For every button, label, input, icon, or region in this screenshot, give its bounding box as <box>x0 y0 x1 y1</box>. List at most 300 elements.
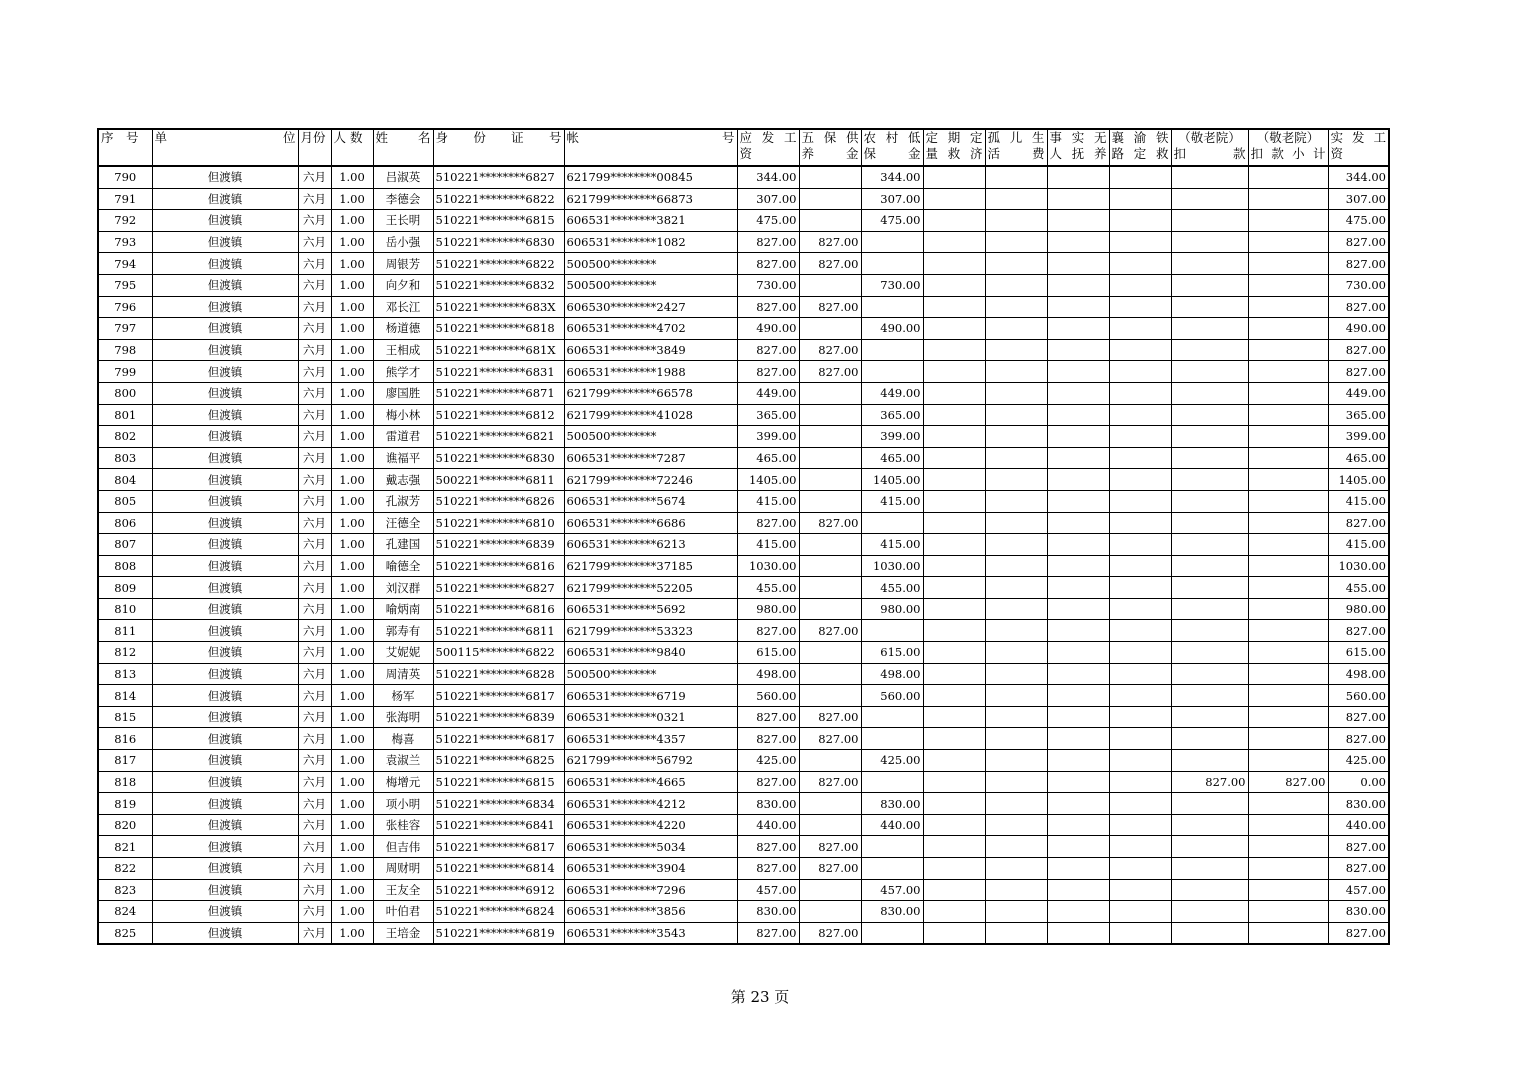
guer-cell <box>985 577 1047 599</box>
month-cell: 六月 <box>298 231 331 253</box>
account-cell: 606530********2427 <box>564 296 737 318</box>
gross-pay-cell: 425.00 <box>737 750 799 772</box>
account-cell: 606531********6686 <box>564 512 737 534</box>
net-pay-cell: 365.00 <box>1328 404 1389 426</box>
table-row <box>98 750 1389 772</box>
id-cell: 510221********6821 <box>433 426 564 448</box>
dibao-cell: 465.00 <box>861 447 923 469</box>
guer-cell <box>985 922 1047 944</box>
seq-cell: 816 <box>98 728 152 750</box>
net-pay-cell: 457.00 <box>1328 879 1389 901</box>
xiangyu-cell <box>1109 793 1171 815</box>
jly-subtotal-cell <box>1248 404 1328 426</box>
table-row <box>98 296 1389 318</box>
dingliang-cell <box>923 577 985 599</box>
name-cell: 廖国胜 <box>373 382 433 404</box>
seq-cell: 799 <box>98 361 152 383</box>
net-pay-cell: 827.00 <box>1328 620 1389 642</box>
dibao-cell: 830.00 <box>861 901 923 923</box>
seq-cell: 797 <box>98 318 152 340</box>
xiangyu-cell <box>1109 706 1171 728</box>
name-cell: 张海明 <box>373 706 433 728</box>
seq-cell: 793 <box>98 231 152 253</box>
net-pay-cell: 415.00 <box>1328 490 1389 512</box>
table-row <box>98 382 1389 404</box>
wubao-cell <box>799 901 861 923</box>
header-id: 身 份 证 号 <box>433 129 564 166</box>
dibao-cell: 457.00 <box>861 879 923 901</box>
seq-cell: 812 <box>98 642 152 664</box>
jly-deduct-cell <box>1171 577 1248 599</box>
month-cell: 六月 <box>298 598 331 620</box>
count-cell: 1.00 <box>331 750 373 772</box>
seq-cell: 798 <box>98 339 152 361</box>
xiangyu-cell <box>1109 879 1171 901</box>
id-cell: 510221********6812 <box>433 404 564 426</box>
jly-deduct-cell <box>1171 901 1248 923</box>
id-cell: 510221********6817 <box>433 836 564 858</box>
table-row <box>98 361 1389 383</box>
gross-pay-cell: 365.00 <box>737 404 799 426</box>
jly-subtotal-cell <box>1248 685 1328 707</box>
jly-deduct-cell <box>1171 490 1248 512</box>
jly-deduct-cell <box>1171 318 1248 340</box>
count-cell: 1.00 <box>331 231 373 253</box>
xiangyu-cell <box>1109 901 1171 923</box>
table-row <box>98 426 1389 448</box>
jly-deduct-cell <box>1171 620 1248 642</box>
jly-deduct-cell <box>1171 922 1248 944</box>
dibao-cell: 498.00 <box>861 663 923 685</box>
wubao-cell <box>799 188 861 210</box>
gross-pay-cell: 827.00 <box>737 253 799 275</box>
guer-cell <box>985 469 1047 491</box>
jly-deduct-cell <box>1171 706 1248 728</box>
unit-cell: 但渡镇 <box>152 404 298 426</box>
gross-pay-cell: 980.00 <box>737 598 799 620</box>
xiangyu-cell <box>1109 685 1171 707</box>
account-cell: 606531********9840 <box>564 642 737 664</box>
month-cell: 六月 <box>298 166 331 188</box>
month-cell: 六月 <box>298 836 331 858</box>
jly-subtotal-cell <box>1248 750 1328 772</box>
guer-cell <box>985 318 1047 340</box>
month-cell: 六月 <box>298 922 331 944</box>
gross-pay-cell: 827.00 <box>737 922 799 944</box>
unit-cell: 但渡镇 <box>152 858 298 880</box>
header-unit: 单 位 <box>152 129 298 166</box>
dingliang-cell <box>923 426 985 448</box>
name-cell: 吕淑英 <box>373 166 433 188</box>
shishi-cell <box>1047 598 1109 620</box>
account-cell: 500500******** <box>564 253 737 275</box>
header-account: 帐 号 <box>564 129 737 166</box>
name-cell: 梅喜 <box>373 728 433 750</box>
shishi-cell <box>1047 382 1109 404</box>
dingliang-cell <box>923 814 985 836</box>
jly-subtotal-cell <box>1248 642 1328 664</box>
dingliang-cell <box>923 210 985 232</box>
jly-subtotal-cell <box>1248 274 1328 296</box>
xiangyu-cell <box>1109 426 1171 448</box>
wubao-cell <box>799 793 861 815</box>
name-cell: 孔淑芳 <box>373 490 433 512</box>
jly-subtotal-cell <box>1248 296 1328 318</box>
account-cell: 606531********3904 <box>564 858 737 880</box>
dibao-cell: 399.00 <box>861 426 923 448</box>
shishi-cell <box>1047 231 1109 253</box>
xiangyu-cell <box>1109 231 1171 253</box>
gross-pay-cell: 560.00 <box>737 685 799 707</box>
gross-pay-cell: 615.00 <box>737 642 799 664</box>
xiangyu-cell <box>1109 512 1171 534</box>
id-cell: 510221********6839 <box>433 706 564 728</box>
name-cell: 张桂容 <box>373 814 433 836</box>
name-cell: 郭寿有 <box>373 620 433 642</box>
count-cell: 1.00 <box>331 512 373 534</box>
dingliang-cell <box>923 404 985 426</box>
wubao-cell: 827.00 <box>799 858 861 880</box>
header-net: 实 发 工资 <box>1328 129 1389 166</box>
header-guer: 孤 儿 生活 费 <box>985 129 1047 166</box>
table-row <box>98 685 1389 707</box>
gross-pay-cell: 465.00 <box>737 447 799 469</box>
jly-deduct-cell <box>1171 642 1248 664</box>
jly-subtotal-cell <box>1248 447 1328 469</box>
dingliang-cell <box>923 620 985 642</box>
guer-cell <box>985 750 1047 772</box>
xiangyu-cell <box>1109 382 1171 404</box>
jly-subtotal-cell <box>1248 469 1328 491</box>
name-cell: 王相成 <box>373 339 433 361</box>
dibao-cell: 365.00 <box>861 404 923 426</box>
gross-pay-cell: 827.00 <box>737 620 799 642</box>
shishi-cell <box>1047 447 1109 469</box>
table-row <box>98 879 1389 901</box>
gross-pay-cell: 830.00 <box>737 793 799 815</box>
account-cell: 606531********4212 <box>564 793 737 815</box>
wubao-cell <box>799 490 861 512</box>
account-cell: 621799********66578 <box>564 382 737 404</box>
shishi-cell <box>1047 879 1109 901</box>
name-cell: 刘汉群 <box>373 577 433 599</box>
table-row <box>98 706 1389 728</box>
dingliang-cell <box>923 598 985 620</box>
unit-cell: 但渡镇 <box>152 188 298 210</box>
shishi-cell <box>1047 793 1109 815</box>
dingliang-cell <box>923 771 985 793</box>
table-row <box>98 555 1389 577</box>
dibao-cell: 440.00 <box>861 814 923 836</box>
shishi-cell <box>1047 490 1109 512</box>
seq-cell: 806 <box>98 512 152 534</box>
wubao-cell: 827.00 <box>799 231 861 253</box>
dingliang-cell <box>923 836 985 858</box>
net-pay-cell: 0.00 <box>1328 771 1389 793</box>
month-cell: 六月 <box>298 447 331 469</box>
dibao-cell: 980.00 <box>861 598 923 620</box>
gross-pay-cell: 827.00 <box>737 361 799 383</box>
unit-cell: 但渡镇 <box>152 836 298 858</box>
table-row <box>98 534 1389 556</box>
count-cell: 1.00 <box>331 685 373 707</box>
seq-cell: 803 <box>98 447 152 469</box>
account-cell: 606531********4220 <box>564 814 737 836</box>
header-gross: 应 发 工资 <box>737 129 799 166</box>
unit-cell: 但渡镇 <box>152 426 298 448</box>
shishi-cell <box>1047 253 1109 275</box>
seq-cell: 810 <box>98 598 152 620</box>
id-cell: 510221********6822 <box>433 188 564 210</box>
id-cell: 510221********6824 <box>433 901 564 923</box>
net-pay-cell: 344.00 <box>1328 166 1389 188</box>
table-row <box>98 318 1389 340</box>
count-cell: 1.00 <box>331 663 373 685</box>
id-cell: 510221********6822 <box>433 253 564 275</box>
dibao-cell: 307.00 <box>861 188 923 210</box>
net-pay-cell: 449.00 <box>1328 382 1389 404</box>
net-pay-cell: 425.00 <box>1328 750 1389 772</box>
jly-subtotal-cell <box>1248 512 1328 534</box>
net-pay-cell: 827.00 <box>1328 231 1389 253</box>
count-cell: 1.00 <box>331 706 373 728</box>
seq-cell: 802 <box>98 426 152 448</box>
unit-cell: 但渡镇 <box>152 598 298 620</box>
jly-subtotal-cell <box>1248 706 1328 728</box>
count-cell: 1.00 <box>331 901 373 923</box>
gross-pay-cell: 827.00 <box>737 706 799 728</box>
wubao-cell: 827.00 <box>799 922 861 944</box>
count-cell: 1.00 <box>331 361 373 383</box>
count-cell: 1.00 <box>331 879 373 901</box>
dibao-cell: 449.00 <box>861 382 923 404</box>
unit-cell: 但渡镇 <box>152 879 298 901</box>
wubao-cell: 827.00 <box>799 620 861 642</box>
dibao-cell <box>861 706 923 728</box>
seq-cell: 808 <box>98 555 152 577</box>
wubao-cell <box>799 879 861 901</box>
xiangyu-cell <box>1109 663 1171 685</box>
account-cell: 500500******** <box>564 426 737 448</box>
gross-pay-cell: 415.00 <box>737 534 799 556</box>
dibao-cell: 1030.00 <box>861 555 923 577</box>
jly-deduct-cell <box>1171 836 1248 858</box>
id-cell: 510221********6816 <box>433 555 564 577</box>
net-pay-cell: 827.00 <box>1328 296 1389 318</box>
table-row <box>98 663 1389 685</box>
dingliang-cell <box>923 361 985 383</box>
xiangyu-cell <box>1109 274 1171 296</box>
wubao-cell <box>799 642 861 664</box>
shishi-cell <box>1047 620 1109 642</box>
dibao-cell <box>861 858 923 880</box>
jly-subtotal-cell <box>1248 382 1328 404</box>
id-cell: 510221********6828 <box>433 663 564 685</box>
name-cell: 梅小林 <box>373 404 433 426</box>
table-row <box>98 771 1389 793</box>
net-pay-cell: 1030.00 <box>1328 555 1389 577</box>
account-cell: 621799********00845 <box>564 166 737 188</box>
gross-pay-cell: 827.00 <box>737 512 799 534</box>
account-cell: 500500******** <box>564 274 737 296</box>
month-cell: 六月 <box>298 490 331 512</box>
name-cell: 但吉伟 <box>373 836 433 858</box>
name-cell: 谯福平 <box>373 447 433 469</box>
count-cell: 1.00 <box>331 253 373 275</box>
guer-cell <box>985 771 1047 793</box>
unit-cell: 但渡镇 <box>152 296 298 318</box>
unit-cell: 但渡镇 <box>152 577 298 599</box>
jly-deduct-cell <box>1171 534 1248 556</box>
shishi-cell <box>1047 188 1109 210</box>
table-row <box>98 793 1389 815</box>
wubao-cell <box>799 447 861 469</box>
shishi-cell <box>1047 706 1109 728</box>
net-pay-cell: 399.00 <box>1328 426 1389 448</box>
account-cell: 606531********6719 <box>564 685 737 707</box>
shishi-cell <box>1047 577 1109 599</box>
name-cell: 向夕和 <box>373 274 433 296</box>
jly-subtotal-cell <box>1248 555 1328 577</box>
id-cell: 510221********6912 <box>433 879 564 901</box>
shishi-cell <box>1047 901 1109 923</box>
table-row <box>98 836 1389 858</box>
jly-subtotal-cell <box>1248 188 1328 210</box>
unit-cell: 但渡镇 <box>152 490 298 512</box>
wubao-cell <box>799 814 861 836</box>
guer-cell <box>985 404 1047 426</box>
dibao-cell <box>861 339 923 361</box>
account-cell: 606531********3849 <box>564 339 737 361</box>
seq-cell: 814 <box>98 685 152 707</box>
table-row <box>98 512 1389 534</box>
wubao-cell <box>799 577 861 599</box>
unit-cell: 但渡镇 <box>152 318 298 340</box>
account-cell: 606531********7296 <box>564 879 737 901</box>
dingliang-cell <box>923 534 985 556</box>
shishi-cell <box>1047 210 1109 232</box>
unit-cell: 但渡镇 <box>152 210 298 232</box>
table-row <box>98 620 1389 642</box>
name-cell: 周清英 <box>373 663 433 685</box>
jly-subtotal-cell <box>1248 793 1328 815</box>
header-dingliang: 定 期 定量 救 济 <box>923 129 985 166</box>
unit-cell: 但渡镇 <box>152 166 298 188</box>
month-cell: 六月 <box>298 750 331 772</box>
month-cell: 六月 <box>298 663 331 685</box>
header-wubao: 五 保 供养 金 <box>799 129 861 166</box>
id-cell: 510221********6816 <box>433 598 564 620</box>
dibao-cell: 1405.00 <box>861 469 923 491</box>
net-pay-cell: 827.00 <box>1328 361 1389 383</box>
month-cell: 六月 <box>298 253 331 275</box>
jly-subtotal-cell <box>1248 663 1328 685</box>
guer-cell <box>985 728 1047 750</box>
net-pay-cell: 980.00 <box>1328 598 1389 620</box>
jly-deduct-cell <box>1171 793 1248 815</box>
id-cell: 510221********6871 <box>433 382 564 404</box>
name-cell: 汪德全 <box>373 512 433 534</box>
account-cell: 606531********3856 <box>564 901 737 923</box>
account-cell: 500500******** <box>564 663 737 685</box>
guer-cell <box>985 382 1047 404</box>
month-cell: 六月 <box>298 706 331 728</box>
name-cell: 杨道德 <box>373 318 433 340</box>
wubao-cell: 827.00 <box>799 512 861 534</box>
jly-deduct-cell <box>1171 469 1248 491</box>
month-cell: 六月 <box>298 901 331 923</box>
month-cell: 六月 <box>298 296 331 318</box>
wubao-cell <box>799 210 861 232</box>
dingliang-cell <box>923 296 985 318</box>
count-cell: 1.00 <box>331 382 373 404</box>
dibao-cell <box>861 728 923 750</box>
seq-cell: 821 <box>98 836 152 858</box>
shishi-cell <box>1047 296 1109 318</box>
unit-cell: 但渡镇 <box>152 685 298 707</box>
dibao-cell: 615.00 <box>861 642 923 664</box>
month-cell: 六月 <box>298 555 331 577</box>
guer-cell <box>985 231 1047 253</box>
id-cell: 510221********6810 <box>433 512 564 534</box>
count-cell: 1.00 <box>331 490 373 512</box>
jly-deduct-cell <box>1171 555 1248 577</box>
guer-cell <box>985 879 1047 901</box>
shishi-cell <box>1047 836 1109 858</box>
name-cell: 邓长江 <box>373 296 433 318</box>
seq-cell: 813 <box>98 663 152 685</box>
name-cell: 岳小强 <box>373 231 433 253</box>
guer-cell <box>985 426 1047 448</box>
account-cell: 621799********52205 <box>564 577 737 599</box>
guer-cell <box>985 620 1047 642</box>
seq-cell: 815 <box>98 706 152 728</box>
id-cell: 510221********6825 <box>433 750 564 772</box>
xiangyu-cell <box>1109 814 1171 836</box>
seq-cell: 794 <box>98 253 152 275</box>
header-name: 姓 名 <box>373 129 433 166</box>
id-cell: 510221********6811 <box>433 620 564 642</box>
seq-cell: 819 <box>98 793 152 815</box>
xiangyu-cell <box>1109 361 1171 383</box>
unit-cell: 但渡镇 <box>152 728 298 750</box>
name-cell: 杨军 <box>373 685 433 707</box>
seq-cell: 800 <box>98 382 152 404</box>
table-row <box>98 210 1389 232</box>
dingliang-cell <box>923 858 985 880</box>
guer-cell <box>985 166 1047 188</box>
name-cell: 叶伯君 <box>373 901 433 923</box>
jly-deduct-cell <box>1171 663 1248 685</box>
xiangyu-cell <box>1109 836 1171 858</box>
seq-cell: 824 <box>98 901 152 923</box>
dibao-cell <box>861 836 923 858</box>
jly-deduct-cell <box>1171 382 1248 404</box>
gross-pay-cell: 399.00 <box>737 426 799 448</box>
xiangyu-cell <box>1109 296 1171 318</box>
id-cell: 510221********6814 <box>433 858 564 880</box>
net-pay-cell: 475.00 <box>1328 210 1389 232</box>
id-cell: 510221********6817 <box>433 728 564 750</box>
shishi-cell <box>1047 166 1109 188</box>
id-cell: 510221********6819 <box>433 922 564 944</box>
count-cell: 1.00 <box>331 620 373 642</box>
id-cell: 500115********6822 <box>433 642 564 664</box>
shishi-cell <box>1047 922 1109 944</box>
month-cell: 六月 <box>298 469 331 491</box>
jly-subtotal-cell <box>1248 361 1328 383</box>
id-cell: 510221********6815 <box>433 771 564 793</box>
